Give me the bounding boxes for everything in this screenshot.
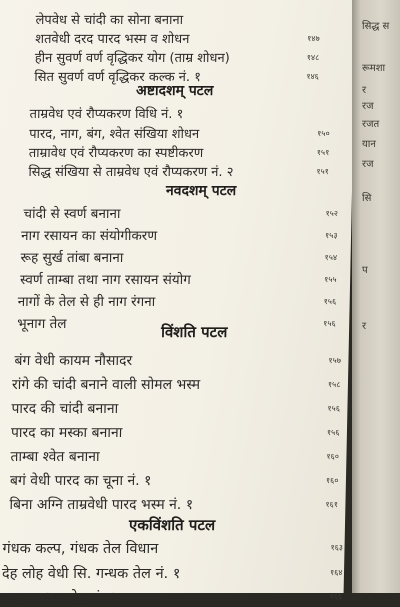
entry-title: बगं वेधी पारद का चूना नं. १: [9, 473, 152, 489]
toc-entry: [0, 204, 352, 222]
entry-page-number: १६१: [325, 500, 339, 509]
entry-page-number: १४८: [306, 53, 320, 62]
toc-entry: [0, 538, 345, 556]
section-heading: एकविंशति पटल: [128, 516, 216, 534]
toc-entry: [0, 162, 353, 180]
adjacent-page-text: रूमशा: [362, 63, 386, 74]
adjacent-page-text: र: [362, 321, 367, 332]
adjacent-page-text: रज: [362, 101, 374, 112]
entry-title: स्वर्ण ताम्बा तथा नाग रसायन संयोग: [19, 272, 191, 288]
entry-page-number: १५१: [316, 167, 329, 176]
entry-page-number: १५२: [325, 209, 339, 218]
toc-entry: [0, 587, 344, 605]
entry-title: हीन सुवर्ण वर्ण वृद्धिकर योग (ताम्र शोधन): [34, 51, 230, 66]
entry-page-number: १६३: [330, 543, 344, 552]
adjacent-page-text: यान: [362, 139, 376, 150]
toc-entry: [0, 351, 349, 369]
toc-entry: [0, 248, 351, 266]
toc-entry: [0, 10, 356, 28]
toc-entry: [0, 495, 346, 513]
adjacent-page-edge: [352, 0, 400, 593]
toc-entry: [0, 292, 350, 310]
adjacent-page-text: रज: [362, 159, 374, 170]
entry-title: बिना अग्नि ताम्रवेधी पारद भस्म नं. १: [9, 497, 194, 513]
toc-entry: [0, 124, 353, 142]
adjacent-page-text: सिद्ध स: [362, 21, 390, 32]
entry-title: चांदी से स्वर्ण बनाना: [23, 206, 121, 222]
entry-title: ताम्रावेध एवं रौप्यकरण का स्पष्टीकरण: [28, 146, 204, 161]
toc-entry: [0, 447, 347, 465]
entry-page-number: १४६: [306, 72, 319, 81]
entry-title: शतवेधी दरद पारद भस्म व शोधन: [35, 32, 190, 47]
section-heading: विंशति पटल: [160, 323, 228, 341]
entry-title: ताम्रवेध एवं रौप्यकरण विधि नं. १: [29, 107, 184, 122]
adjacent-page-text: रजत: [362, 119, 380, 130]
entry-title: ताम्बा श्वेत बनाना: [10, 449, 100, 465]
entry-title: सित सुवर्ण वर्ण वृद्धिकर कल्क नं. १: [34, 70, 202, 85]
adjacent-page-text: प: [362, 265, 368, 276]
entry-title: पारद का मस्का बनाना: [10, 425, 123, 441]
entry-title: नाग रसायन का संयोगीकरण: [20, 228, 158, 244]
entry-title: गंधक कल्प, गंधक तेल विधान: [2, 541, 159, 557]
entry-page-number: १६६: [329, 592, 343, 601]
section-heading: अष्टादशम् पटल: [135, 83, 214, 99]
entry-page-number: १६०: [325, 476, 339, 485]
entry-title: रांगे की चांदी बनाने वाली सोमल भस्म: [11, 377, 201, 393]
toc-entry: [0, 29, 355, 47]
entry-page-number: १४७: [307, 34, 320, 43]
toc-entry: [0, 226, 351, 244]
toc-entry: [0, 423, 347, 441]
adjacent-page-text: सि: [362, 193, 372, 204]
section-heading: नवदशम् पटल: [165, 183, 237, 199]
entry-page-number: १६४: [329, 568, 343, 577]
entry-page-number: १६०: [326, 452, 340, 461]
entry-title: नागों के तेल से ही नाग रंगना: [17, 294, 156, 310]
entry-page-number: १५५: [324, 275, 337, 284]
entry-title: बंग वेधी कायम नौसादर: [14, 353, 133, 369]
adjacent-page-text: र: [362, 85, 367, 96]
toc-entry: [0, 104, 354, 122]
entry-title: पारद, नाग, बंग, श्वेत संखिया शोधन: [29, 127, 200, 142]
entry-title: सिद्ध संखिया से ताम्रवेध एवं रौप्यकरण नं. २: [28, 165, 234, 180]
entry-title: ताल, गन्धक तेल नं. २: [1, 590, 118, 606]
entry-title: पारद की चांदी बनाना: [11, 401, 119, 417]
entry-page-number: १५८: [327, 380, 341, 389]
entry-title: भूनाग तेल: [17, 316, 67, 332]
entry-page-number: १५७: [328, 356, 342, 365]
toc-entry: [0, 399, 348, 417]
entry-page-number: १५६: [323, 297, 337, 306]
entry-page-number: १५३: [324, 231, 338, 240]
toc-entry: [0, 270, 350, 288]
toc-entry: [0, 143, 353, 161]
entry-page-number: १५६: [327, 404, 341, 413]
entry-page-number: १५६: [326, 428, 340, 437]
entry-page-number: १५०: [317, 129, 330, 138]
entry-page-number: १५६: [323, 319, 336, 328]
entry-page-number: १५४: [324, 253, 338, 262]
toc-entry: [0, 563, 344, 581]
entry-title: लेपवेध से चांदी का सोना बनाना: [35, 13, 184, 28]
toc-entry: [0, 375, 348, 393]
toc-entry: [0, 471, 346, 489]
entry-page-number: १५१: [316, 148, 330, 157]
toc-entry: [0, 48, 355, 66]
entry-title: देह लोह वेधी सि. गन्धक तेल नं. १: [1, 566, 181, 582]
entry-title: रूह सुर्ख तांबा बनाना: [20, 250, 124, 266]
